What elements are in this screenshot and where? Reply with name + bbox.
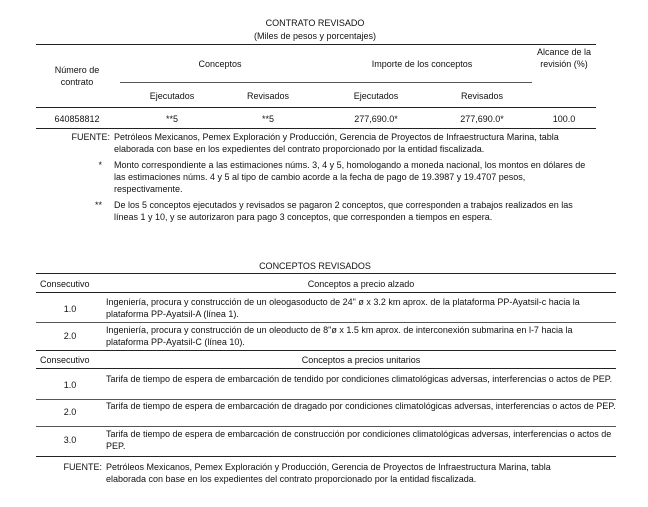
header-alcance: Alcance de la revisión (%) (536, 47, 592, 69)
section1-header-rule (36, 292, 616, 293)
section2-row1-desc: Tarifa de tiempo de espera de embarcación de tendido por condiciones climatológicas adversas, interferencias o actos de PEP. (106, 374, 613, 384)
conceptos-bottom-rule (36, 456, 616, 457)
section1-row2-num: 2.0 (63, 331, 77, 341)
section2-top-rule (36, 350, 616, 351)
header-imp-ejecutados: Ejecutados (353, 91, 399, 101)
fuente-label: FUENTE: (71, 132, 110, 142)
section1-row1-desc: Ingeniería, procura y construcción de un oleogasoducto de 24" ø x 3.2 km aprox. de la plataforma PP-Ayatsil-c hacia la plataforma PP-Ayatsil-A (línea 1). (106, 297, 580, 319)
section1-row-divider (36, 322, 616, 323)
section1-title: Conceptos a precio alzado (307, 279, 415, 289)
section1-row1-num: 1.0 (63, 304, 77, 314)
header-importe: Importe de los conceptos (371, 59, 473, 69)
fuente-text: Petróleos Mexicanos, Pemex Exploración y Producción, Gerencia de Proyectos de Infraestructura Marina, tabla elaborada con base en los expedientes del contrato proporcionado por la entidad fiscalizada. (114, 132, 559, 154)
header-imp-revisados: Revisados (460, 91, 504, 101)
cell-numero: 640858812 (54, 114, 100, 124)
cell-imp-revisados: 277,690.0* (460, 114, 504, 124)
section2-row3-desc: Tarifa de tiempo de espera de embarcación de construcción por condiciones climatológicas adversas, interferencias o actos de PEP. (106, 429, 612, 451)
header-sub-rule (120, 82, 532, 83)
section2-row3-num: 3.0 (63, 435, 77, 445)
header-bottom-rule (36, 107, 596, 108)
cell-alcance: 100.0 (552, 114, 576, 124)
conceptos-top-rule (36, 273, 616, 274)
consecutivo-header-2: Consecutivo (40, 355, 90, 365)
section2-row-divider-2 (36, 426, 616, 427)
note1-text: Monto correspondiente a las estimaciones núms. 3, 4 y 5, homologando a moneda nacional, los montos en dólares de las estimaciones núms. 4 y 5 al tipo de cambio acorde a la fecha de pago de 19.3987 y 19.4707 pesos, respectivamente. (114, 160, 586, 194)
table-bottom-rule (36, 128, 596, 129)
section2-row1-num: 1.0 (63, 380, 77, 390)
cell-conc-revisados: **5 (261, 114, 274, 124)
fuente-text-2: Petróleos Mexicanos, Pemex Exploración y Producción, Gerencia de Proyectos de Infraestructura Marina, tabla elaborada con base en los expedientes del contrato proporcionado por la entidad fiscalizada. (106, 462, 551, 484)
header-conc-revisados: Revisados (246, 91, 290, 101)
section2-row2-num: 2.0 (63, 407, 77, 417)
note2-mark: ** (94, 200, 102, 210)
header-conceptos: Conceptos (198, 59, 242, 69)
table-top-rule (36, 44, 596, 45)
section1-row2-desc: Ingeniería, procura y construcción de un oleoducto de 8"ø x 1.5 km aprox. de interconexión submarina en l-7 hacia la plataforma PP-Ayatsil-C (línea 10). (106, 325, 573, 347)
note1-mark: * (98, 160, 102, 170)
fuente-label-2: FUENTE: (63, 462, 102, 472)
conceptos-title: CONCEPTOS REVISADOS (259, 261, 371, 271)
cell-conc-ejecutados: **5 (165, 114, 178, 124)
section2-row2-desc: Tarifa de tiempo de espera de embarcación de dragado por condiciones climatológicas adversas, interferencias o actos de PEP. (106, 401, 616, 411)
consecutivo-header-1: Consecutivo (40, 279, 90, 289)
contrato-subtitle: (Miles de pesos y porcentajes) (253, 31, 377, 41)
note2-text: De los 5 conceptos ejecutados y revisados se pagaron 2 conceptos, que corresponden a trabajos realizados en las líneas 1 y 10, y se autorizaron para pago 3 conceptos, que corresponden a tiempos en espera. (114, 200, 573, 222)
section2-header-rule (36, 368, 616, 369)
header-numero-contrato: Número de contrato (54, 65, 100, 87)
section2-title: Conceptos a precios unitarios (301, 355, 421, 365)
header-conc-ejecutados: Ejecutados (149, 91, 195, 101)
contrato-title: CONTRATO REVISADO (265, 18, 365, 28)
cell-imp-ejecutados: 277,690.0* (354, 114, 398, 124)
